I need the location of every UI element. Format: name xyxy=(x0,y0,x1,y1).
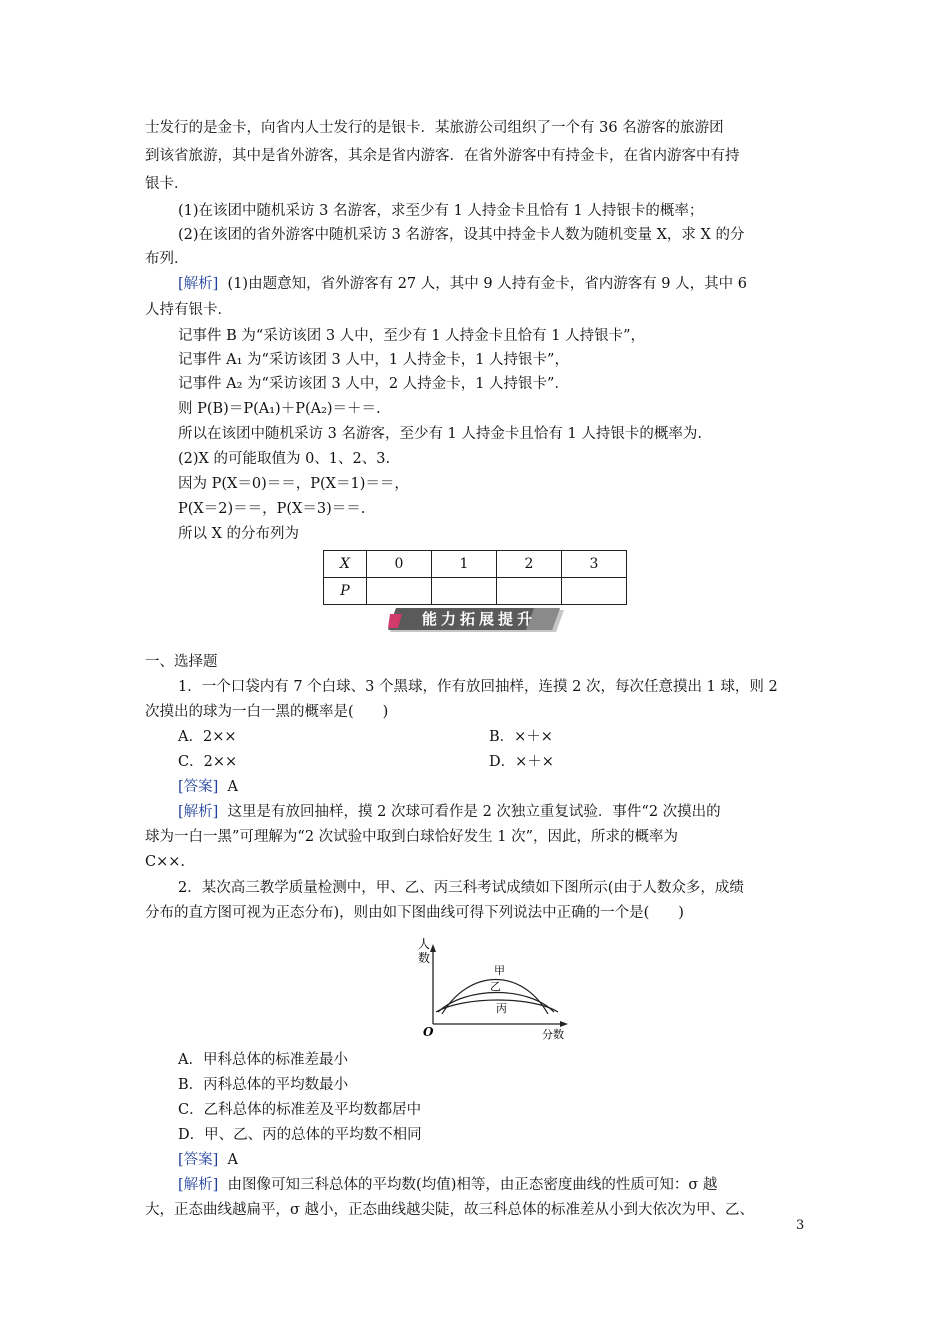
answer-line xyxy=(178,1148,238,1172)
problem-text-line: 士发行的是金卡，向省内人士发行的是银卡．某旅游公司组织了一个有 36 名游客的旅游团 xyxy=(145,120,724,136)
explanation-line xyxy=(178,1173,717,1197)
answer-value: A xyxy=(227,1152,239,1168)
option-c: C．2×× xyxy=(178,754,238,770)
x-label: 分数 xyxy=(542,1028,564,1040)
y-label-1: 人 xyxy=(418,938,431,951)
table-cell: 0 xyxy=(367,551,432,578)
question-part-1: (1)在该团中随机采访 3 名游客，求至少有 1 人持金卡且恰有 1 人持银卡的概率； xyxy=(178,203,704,219)
solution-line: 记事件 A₁ 为“采访该团 3 人中，1 人持金卡，1 人持银卡”， xyxy=(178,352,569,368)
question-1-stem: 次摸出的球为一白一黑的概率是( ) xyxy=(145,704,389,720)
answer-tag: [答案] xyxy=(178,1152,219,1168)
explanation-line: 球为一白一黑”可理解为“2 次试验中取到白球恰好发生 1 次”，因此，所求的概率为 xyxy=(145,829,679,845)
explanation-text: 这里是有放回抽样，摸 2 次球可看作是 2 次独立重复试验．事件“2 次摸出的 xyxy=(227,804,721,820)
distribution-table xyxy=(323,550,627,605)
solution-text: (1)由题意知，省外游客有 27 人，其中 9 人持有金卡，省内游客有 9 人，其中 6 xyxy=(227,276,747,292)
analysis-tag: [解析] xyxy=(178,804,219,820)
curve-label-bing: 丙 xyxy=(496,1002,507,1015)
section-banner-title: 能力拓展提升 xyxy=(421,610,536,628)
y-label-2: 数 xyxy=(418,951,431,965)
option-d: D．甲、乙、丙的总体的平均数不相同 xyxy=(178,1127,422,1143)
table-row xyxy=(324,578,627,605)
answer-line xyxy=(178,775,238,799)
table-cell xyxy=(562,578,627,605)
analysis-tag: [解析] xyxy=(178,276,219,292)
question-2-stem: 分布的直方图可视为正态分布)，则由如下图曲线可得下列说法中正确的一个是( ) xyxy=(145,905,684,921)
option-b: B．丙科总体的平均数最小 xyxy=(178,1077,349,1093)
y-axis-arrow-icon xyxy=(430,944,436,952)
table-cell: 3 xyxy=(562,551,627,578)
curve-label-yi: 乙 xyxy=(490,980,501,993)
table-cell: 2 xyxy=(497,551,562,578)
table-cell: 1 xyxy=(432,551,497,578)
table-cell xyxy=(497,578,562,605)
table-cell: P xyxy=(324,578,367,605)
solution-line: 则 P(B)＝P(A₁)＋P(A₂)＝＋＝. xyxy=(178,401,381,417)
solution-line: 所以 X 的分布列为 xyxy=(178,526,300,542)
curve-label-jia: 甲 xyxy=(494,964,505,977)
problem-text-line: 银卡． xyxy=(145,176,189,192)
option-a: A．甲科总体的标准差最小 xyxy=(178,1052,348,1068)
solution-line: 记事件 A₂ 为“采访该团 3 人中，2 人持金卡，1 人持银卡”． xyxy=(178,376,569,392)
solution-line: 人持有银卡． xyxy=(145,302,232,318)
answer-value: A xyxy=(227,779,239,795)
solution-line: 所以在该团中随机采访 3 名游客，至少有 1 人持金卡且恰有 1 人持银卡的概率为. xyxy=(178,426,702,442)
option-b: B．×＋× xyxy=(489,729,553,745)
analysis-tag: [解析] xyxy=(178,1177,219,1193)
table-cell xyxy=(367,578,432,605)
explanation-text: 由图像可知三科总体的平均数(均值)相等，由正态密度曲线的性质可知：σ 越 xyxy=(227,1177,718,1193)
x-axis-arrow-icon xyxy=(560,1021,568,1027)
question-2-stem: 2．某次高三教学质量检测中，甲、乙、丙三科考试成绩如下图所示(由于人数众多，成绩 xyxy=(178,880,744,896)
origin-label: O xyxy=(423,1025,434,1039)
answer-tag: [答案] xyxy=(178,779,219,795)
section-heading: 一、选择题 xyxy=(145,654,218,670)
problem-text-line: 到该省旅游，其中是省外游客，其余是省内游客．在省外游客中有持金卡，在省内游客中有持 xyxy=(145,148,740,164)
explanation-line: C××. xyxy=(145,854,186,870)
option-d: D．×＋× xyxy=(489,754,554,770)
explanation-line: 大，正态曲线越扁平，σ 越小，正态曲线越尖陡，故三科总体的标准差从小到大依次为甲、乙、 xyxy=(145,1202,755,1218)
normal-curves-figure xyxy=(410,938,580,1040)
table-row xyxy=(324,551,627,578)
solution-line: (2)X 的可能取值为 0、1、2、3. xyxy=(178,451,391,467)
table-cell: X xyxy=(324,551,367,578)
explanation-line xyxy=(178,800,721,824)
question-part-2: (2)在该团的省外游客中随机采访 3 名游客，设其中持金卡人数为随机变量 X，求 X 的分 xyxy=(178,227,745,243)
table-cell xyxy=(432,578,497,605)
page-number: 3 xyxy=(796,1218,805,1233)
option-a: A．2×× xyxy=(178,729,237,745)
option-c: C．乙科总体的标准差及平均数都居中 xyxy=(178,1102,422,1118)
solution-line: 因为 P(X＝0)＝＝，P(X＝1)＝＝， xyxy=(178,476,409,492)
solution-line: 记事件 B 为“采访该团 3 人中，至少有 1 人持金卡且恰有 1 人持银卡”， xyxy=(178,328,646,344)
solution-line xyxy=(178,272,747,296)
question-part-2-cont: 布列． xyxy=(145,251,189,267)
solution-line: P(X＝2)＝＝，P(X＝3)＝＝. xyxy=(178,501,366,517)
question-1-stem: 1．一个口袋内有 7 个白球、3 个黑球，作有放回抽样，连摸 2 次，每次任意摸出 1 球，则 2 xyxy=(178,679,778,695)
